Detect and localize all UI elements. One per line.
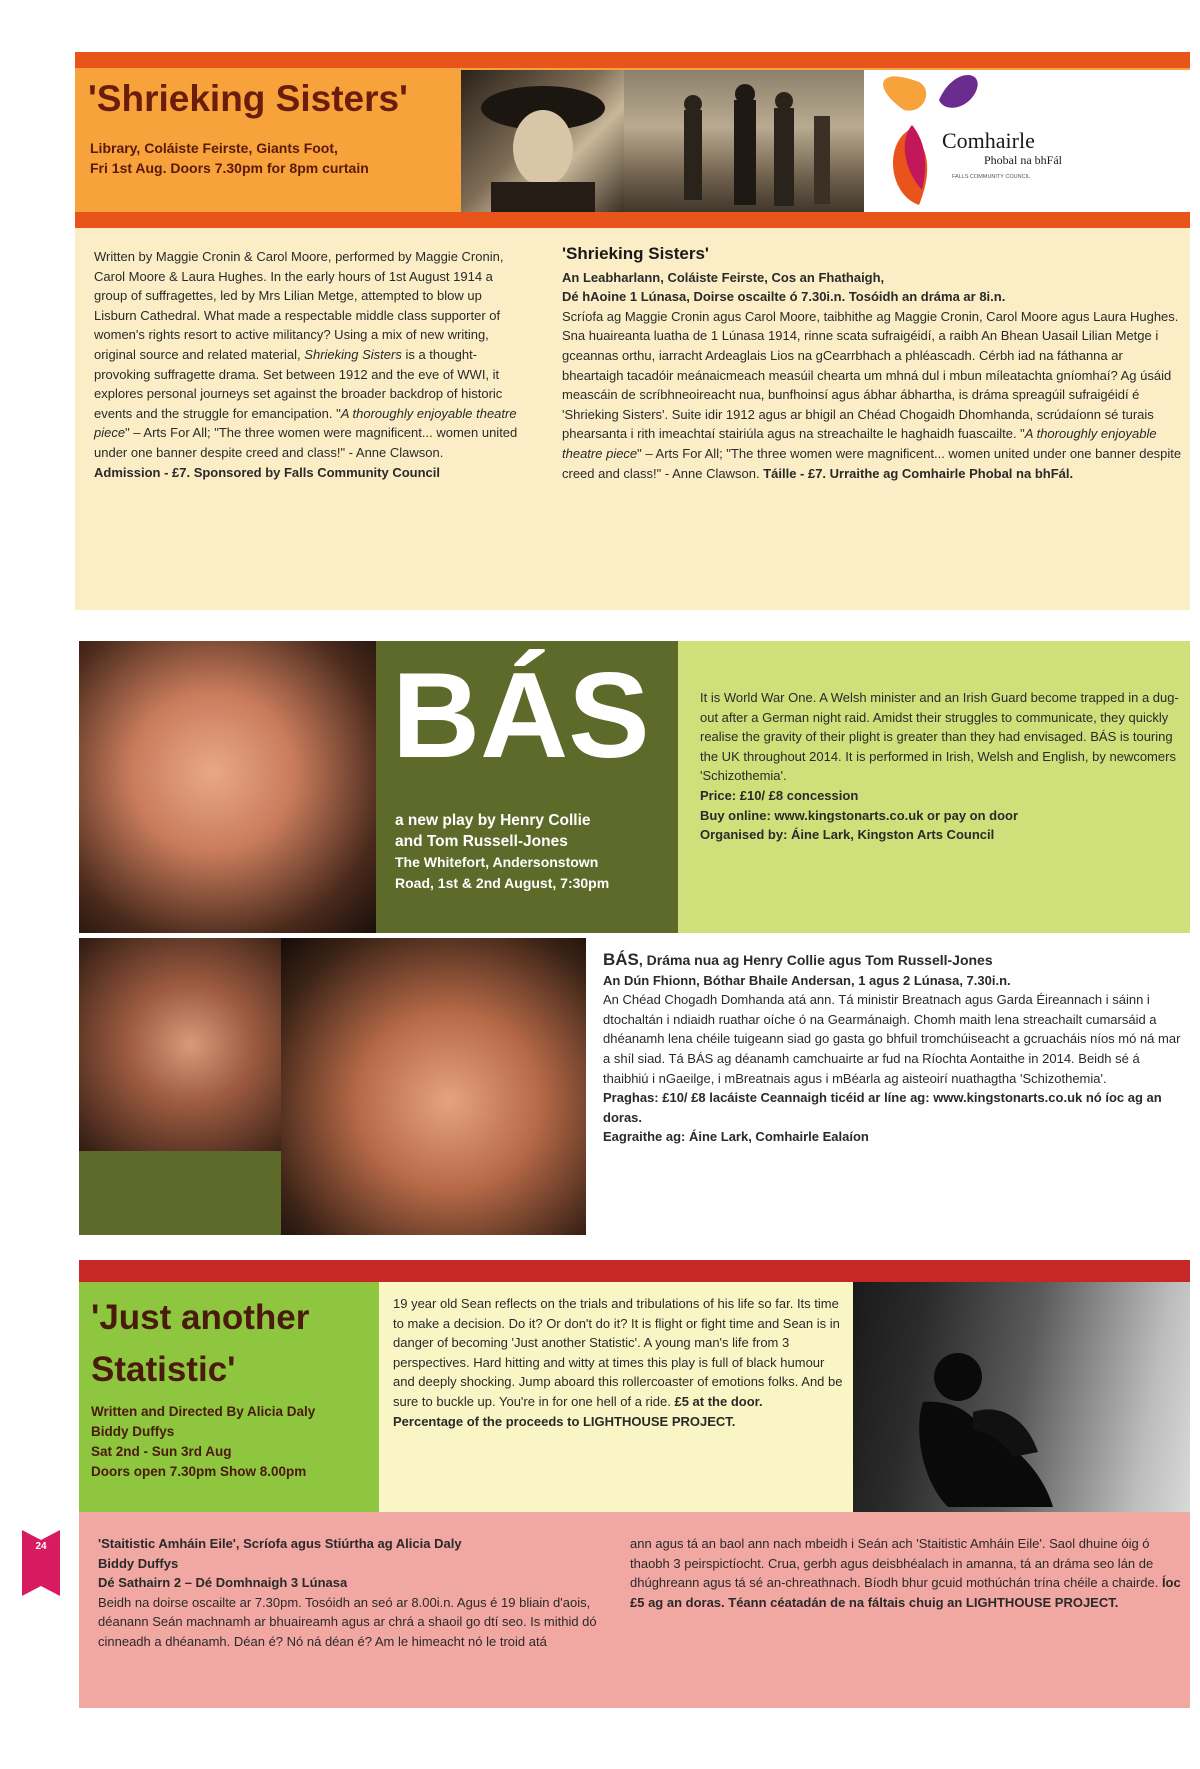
s1-en-p1-cont: is a thought-provoking suffragette drama. Set between 1912 and the eve of WWI, it explores personal journeys set against the broader backdrop of historic events and the struggle for emancipation. "	[94, 346, 503, 421]
statistic-desc: 19 year old Sean reflects on the trials and tribulations of his life so far. Its time to make a decision. Do it? Or don't do it? It is flight or fight time and Sean is in danger of becoming 'Just another Statistic'. A young man's life from 3 perspectives. Hard hitting and witty at times this play is full of black humour and deeply shocking. Jump aboard this rollercoaster of emotions folks. And be sure to buckle up. You're in for one hell of a ride.	[393, 1296, 843, 1409]
s1-ga-quote-cont: " – Arts For All; "The three women were magnificent... women united under one banner despite creed and class!" - Anne Clawson.	[562, 445, 1182, 481]
statistic-ga-body-right: ann agus tá an baol ann nach mbeidh i Seán ach 'Staitistic Amháin Eile'. Saol dhuine óig ó thaobh 3 peirspictíocht. Crua, gerbh agus deisbhéalach in amanna, tá an dráma seo lán de dhúghreann agus tá sé an-chreathnach. Bíodh bhur gcuid mothúchán trína chéile a chairde.	[630, 1536, 1159, 1591]
statistic-door-price: £5 at the door.	[674, 1393, 763, 1409]
statistic-credit: Written and Directed By Alicia Daly	[91, 1404, 316, 1419]
s1-en-quote-cont: " – Arts For All; "The three women were magnificent... women united under one banner despite creed and class!" - Anne Clawson.	[94, 425, 518, 460]
statistic-doors: Doors open 7.30pm Show 8.00pm	[91, 1464, 307, 1479]
section3-top-rule	[79, 1260, 1190, 1282]
statistic-ga-dates: Dé Sathairn 2 – Dé Domhnaigh 3 Lúnasa	[98, 1575, 348, 1591]
logo-tag: FALLS COMMUNITY COUNCIL	[952, 174, 1031, 180]
s1-ga-title: 'Shrieking Sisters'	[562, 244, 709, 263]
seated-figure-silhouette	[853, 1282, 1190, 1512]
bas-organised: Organised by: Áine Lark, Kingston Arts Council	[700, 827, 995, 843]
bas-venue-line2: Road, 1st & 2nd August, 7:30pm	[395, 875, 610, 891]
statistic-proceeds: Percentage of the proceeds to LIGHTHOUSE PROJECT.	[393, 1413, 736, 1429]
bas-price: Price: £10/ £8 concession	[700, 787, 859, 803]
bas-ga-venue: An Dún Fhionn, Bóthar Bhaile Andersan, 1 agus 2 Lúnasa, 7.30i.n.	[603, 972, 1011, 988]
bas-ga-organised: Eagraithe ag: Áine Lark, Comhairle Ealaíon	[603, 1129, 869, 1145]
section1-venue	[90, 138, 450, 178]
bas-ga-heading	[603, 950, 1188, 971]
logo-sub: Phobal na bhFál	[984, 153, 1062, 167]
section1-bottom-rule	[75, 212, 1190, 228]
bas-actor-photo-2	[79, 938, 281, 1151]
s1-ga-quote: A thoroughly enjoyable theatre piece	[562, 426, 1157, 461]
section1-top-rule	[75, 52, 1190, 68]
statistic-ga-fee: Íoc £5 ag an doras. Téann céatadán de na fáltais chuig an LIGHTHOUSE PROJECT.	[630, 1575, 1181, 1610]
section1-title: 'Shrieking Sisters'	[88, 78, 408, 119]
bas-actor-photo-3	[281, 938, 586, 1235]
statistic-silhouette-photo	[853, 1282, 1190, 1512]
bas-title: BÁS	[392, 647, 650, 783]
bas-subtitle	[395, 810, 665, 894]
historic-street-photo	[624, 70, 864, 213]
bas-irish-text	[603, 950, 1188, 1147]
statistic-title	[91, 1292, 371, 1396]
s1-ga-venue: An Leabharlann, Coláiste Feirste, Cos an Fhathaigh,	[562, 269, 885, 285]
bas-subtitle-line1: a new play by Henry Collie	[395, 812, 591, 829]
bas-ga-title: BÁS	[603, 950, 639, 969]
bas-venue-line1: The Whitefort, Andersonstown	[395, 854, 599, 870]
s1-en-p1: Written by Maggie Cronin & Carol Moore, performed by Maggie Cronin, Carol Moore & Laura Hughes. In the early hours of 1st August 1914 a group of suffragettes, led by Mrs Lilian Metge, attempted to blow up Lisburn Cathedral. What made a respectable middle class supporter of women's rights resort to active militancy? Using a mix of new writing, original source and related material,	[94, 249, 504, 362]
statistic-ga-title: 'Staitistic Amháin Eile', Scríofa agus Stiúrtha ag Alicia Daly	[98, 1536, 462, 1551]
s1-en-quote: A thoroughly enjoyable theatre piece	[94, 405, 517, 441]
bas-subtitle-line2: and Tom Russell-Jones	[395, 833, 568, 850]
statistic-venue: Biddy Duffys	[91, 1424, 175, 1439]
statistic-title-line2: Statistic'	[91, 1350, 236, 1389]
logo-name: Comhairle	[942, 128, 1035, 153]
statistic-dates: Sat 2nd - Sun 3rd Aug	[91, 1444, 232, 1459]
page-number: 24	[35, 1541, 47, 1552]
falls-community-council-logo	[864, 70, 1190, 213]
statistic-irish-left	[98, 1534, 598, 1652]
s1-en-admission: Admission - £7. Sponsored by Falls Community Council	[94, 464, 440, 480]
section1-venue-line1: Library, Coláiste Feirste, Giants Foot,	[90, 140, 338, 156]
statistic-english-text	[393, 1294, 849, 1431]
statistic-details	[91, 1402, 376, 1482]
suffragette-portrait-photo	[461, 70, 624, 213]
bas-green-block	[79, 1151, 281, 1235]
street-figures	[624, 70, 864, 213]
s1-en-italic-title: Shrieking Sisters	[304, 346, 402, 362]
bas-ga-body: An Chéad Chogadh Domhanda atá ann. Tá ministir Breatnach agus Garda Éireannach i sáinn i dtochaltán i ndiaidh ruathar oíche ó na Gearmánaigh. Chomh maith lena streachailt cumarsáid a dhéanamh lena chéile tuigeann siad go gasta go bhfuil tromchúiseacht a gcruacháis níos mó ná mar a shíl siad. Tá BÁS ag déanamh camchuairte ar fud na Ríochta Aontaithe in 2014. Beidh sé á thaibhiú i nGaeilge, i mBreatnais agus i mBéarla ag aisteoirí nuathagtha 'Schizothemia'.	[603, 992, 1181, 1086]
bas-buy: Buy online: www.kingstonarts.co.uk or pay on door	[700, 807, 1019, 823]
statistic-title-line1: 'Just another	[91, 1298, 310, 1337]
bas-english-text	[700, 688, 1180, 845]
bas-actor-photo-1	[79, 641, 376, 933]
statistic-ga-body-left: Beidh na doirse oscailte ar 7.30pm. Tosóidh an seó ar 8.00i.n. Agus é 19 bliain d'aois, déanann Seán machnamh ar bhuaireamh agus ar chrá a shaoil go dtí seo. Is mithid dó cinneadh a dhéanamh. Déan é? Nó ná déan é? Am le himeacht nó le troid atá	[98, 1594, 597, 1649]
section1-irish-text	[562, 244, 1184, 483]
page-number-tab	[22, 1530, 60, 1596]
bas-ga-title-cont: , Dráma nua ag Henry Collie agus Tom Russell-Jones	[638, 952, 993, 968]
logo-petals-icon	[864, 70, 1190, 213]
statistic-ga-venue: Biddy Duffys	[98, 1555, 179, 1571]
section1-venue-line2: Fri 1st Aug. Doors 7.30pm for 8pm curtain	[90, 160, 369, 176]
bas-desc: It is World War One. A Welsh minister and an Irish Guard become trapped in a dug-out after a German night raid. Amidst their struggles to communicate, they quickly realise the gravity of their plight is greater than they had envisaged. BÁS is touring the UK throughout 2014. It is performed in Irish, Welsh and English, by newcomers 'Schizothemia'.	[700, 690, 1179, 784]
section1-english-text	[94, 247, 524, 482]
statistic-irish-right	[630, 1534, 1182, 1612]
s1-ga-fee: Táille - £7. Urraithe ag Comhairle Phobal na bhFál.	[763, 465, 1074, 481]
bas-ga-price: Praghas: £10/ £8 lacáiste Ceannaigh ticéid ar líne ag: www.kingstonarts.co.uk nó íoc ag an doras.	[603, 1090, 1162, 1125]
portrait-silhouette	[461, 70, 624, 213]
s1-ga-date: Dé hAoine 1 Lúnasa, Doirse oscailte ó 7.30i.n. Tosóidh an dráma ar 8i.n.	[562, 289, 1006, 305]
s1-ga-body: Scríofa ag Maggie Cronin agus Carol Moore, taibhithe ag Maggie Cronin, Carol Moore agus Laura Hughes. Sna huaireanta luatha de 1 Lúnasa 1914, rinne scata sufraigéidí, a raibh An Bhean Uasail Lilian Metge i gceannas orthu, iarracht Ardeaglais Lios na gCearrbhach a phléascadh. Cérbh iad na fáthanna ar bheartaigh tacadóir meánaicmeach measúil chearta um mhná dul i mbun míleatachta gníomhaí? Ag úsáid meascáin de scríbhneoireacht nua, bunfhoinsí agus ábhar ábhartha, is dráma spreagúil sufraigéidí é 'Shrieking Sisters'. Suite idir 1912 agus ar bhigil an Chéad Chogaidh Dhomhanda, scrúdaíonn sé turais phearsanta i rith imeachtaí stairiúla agus na streachailte le haghaidh fuascailte. "	[562, 308, 1179, 442]
